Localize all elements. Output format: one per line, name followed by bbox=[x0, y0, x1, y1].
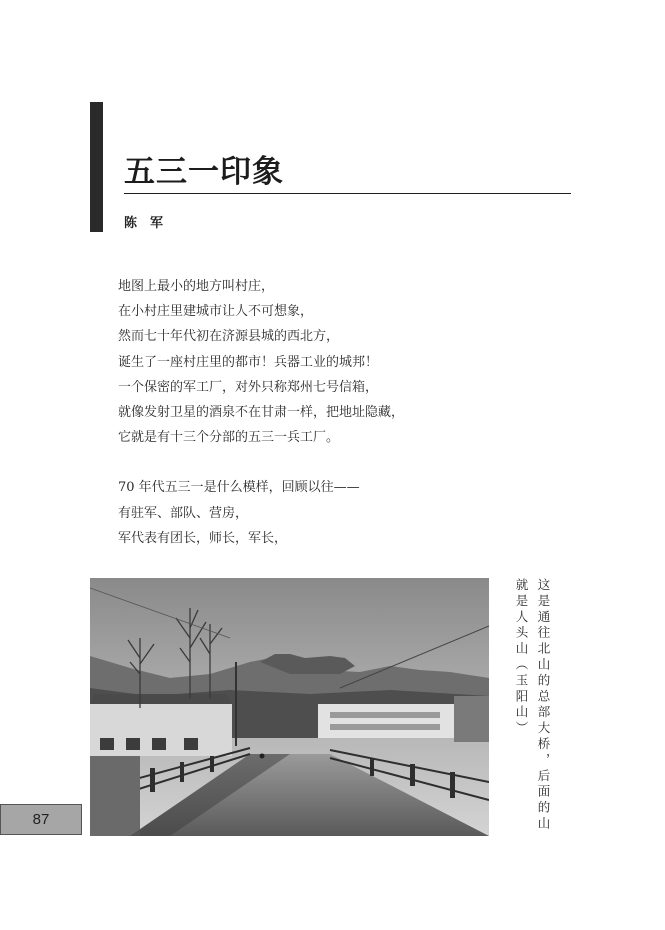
body-line: 70 年代五三一是什么模样，回顾以往—— bbox=[118, 480, 360, 496]
page-number-box bbox=[0, 804, 82, 835]
body-line: 有驻军、部队、营房， bbox=[118, 505, 249, 521]
bridge-photo bbox=[90, 578, 489, 836]
body-line: 在小村庄里建城市让人不可想象， bbox=[118, 304, 314, 320]
article-body bbox=[118, 274, 578, 551]
body-line: 就像发射卫星的酒泉不在甘肃一样，把地址隐藏， bbox=[118, 405, 405, 421]
body-line: 地图上最小的地方叫村庄， bbox=[118, 279, 275, 294]
body-line: 然而七十年代初在济源县城的西北方， bbox=[118, 329, 340, 345]
paragraph-2 bbox=[118, 475, 578, 551]
body-line: 它就是有十三个分部的五三一兵工厂。 bbox=[118, 430, 340, 446]
title-accent-bar bbox=[90, 102, 103, 232]
article-author: 陈 军 bbox=[124, 216, 164, 231]
body-line: 一个保密的军工厂，对外只称郑州七号信箱， bbox=[118, 379, 379, 395]
article-title: 五三一印象 bbox=[124, 154, 284, 190]
page-number: 87 bbox=[32, 811, 50, 828]
photo-bridge-mountain-icon bbox=[90, 578, 489, 836]
title-divider bbox=[124, 193, 571, 194]
body-line: 诞生了一座村庄里的都市！兵器工业的城邦！ bbox=[118, 354, 379, 370]
paragraph-1 bbox=[118, 274, 578, 450]
photo-caption: 这是通往北山的总部大桥，后面的山就是人头山（玉阳山） bbox=[514, 578, 551, 833]
body-line: 军代表有团长，师长，军长， bbox=[118, 530, 288, 546]
